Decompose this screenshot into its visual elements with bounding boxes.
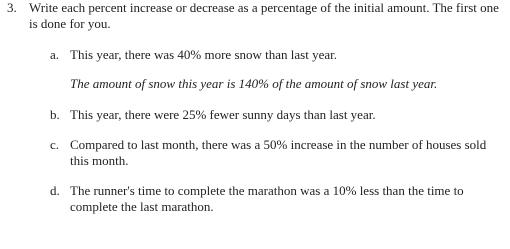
item-d-label: d. [50,183,60,198]
item-b-text: This year, there were 25% fewer sunny days than last year. [70,107,376,122]
item-d-text: The runner's time to complete the marathon was a 10% less than the time to complete the last marathon. [70,183,464,214]
item-a-example-answer: The amount of snow this year is 140% of the amount of snow last year. [70,76,438,91]
problem-number: 3. [7,0,17,15]
item-a-label: a. [50,47,60,62]
item-b-label: b. [50,107,60,122]
item-a-text: This year, there was 40% more snow than last year. [70,47,337,62]
item-c-label: c. [50,137,60,152]
item-c-text: Compared to last month, there was a 50% increase in the number of houses sold this month. [70,137,487,168]
problem-prompt: Write each percent increase or decrease as a percentage of the initial amount. The first one is done for you. [29,0,499,31]
